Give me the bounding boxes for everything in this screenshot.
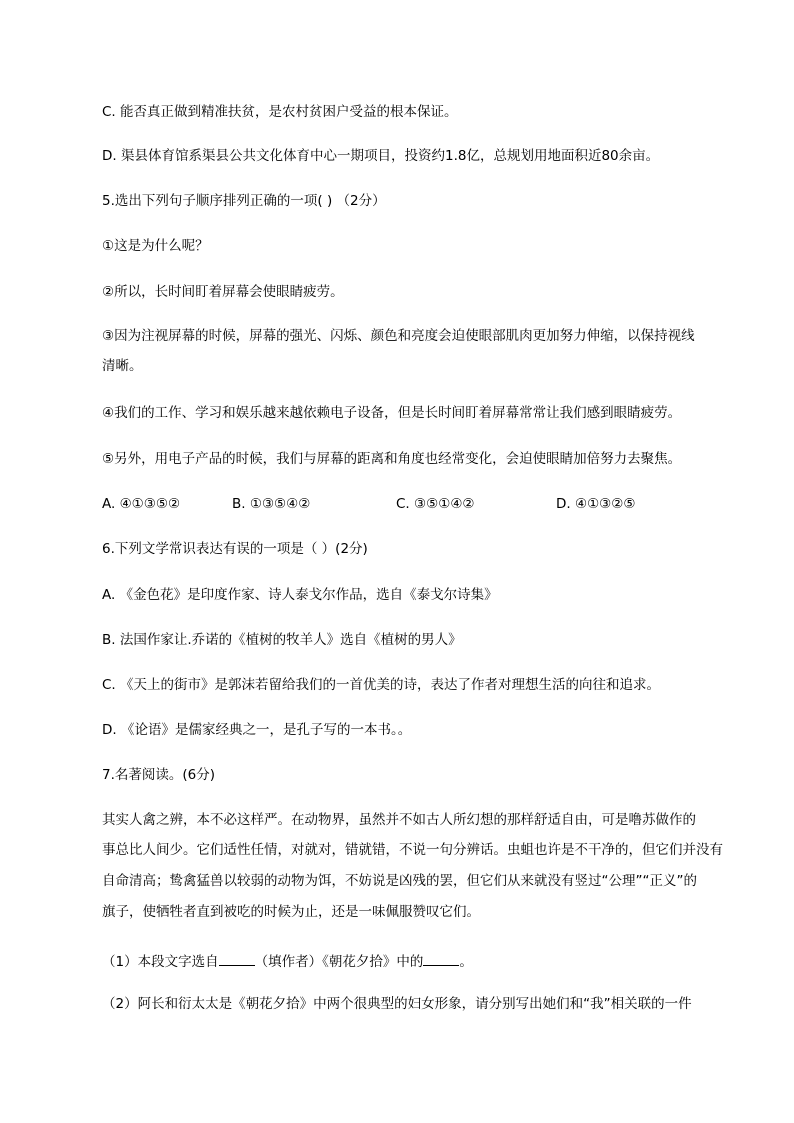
q5-title: 5.选出下列句子顺序排列正确的一项( ) （2分）: [102, 193, 386, 209]
sentence-1: ①这是为什么呢？: [102, 238, 209, 254]
q5-option-c: C. ③⑤①④②: [396, 496, 475, 512]
q7-sub-1-middle: （填作者）《朝花夕拾》中的: [254, 954, 424, 970]
q7-sub-1: [102, 953, 726, 970]
q6-option-d: D. 《论语》是儒家经典之一，是孔子写的一本书。。: [102, 722, 412, 738]
q7-title: 7.名著阅读。(6分): [102, 767, 216, 783]
sentence-3-line-1: ③因为注视屏幕的时候，屏幕的强光、闪烁、颜色和亮度会迫使眼部肌肉更加努力伸缩，以保持视线: [102, 328, 695, 344]
q7-sub-1-end: 。: [459, 954, 473, 970]
author-blank[interactable]: [219, 953, 255, 966]
sentence-3-line-2: 清晰。: [102, 358, 143, 374]
q6-option-a: A. 《金色花》是印度作家、诗人泰戈尔作品，选自《泰戈尔诗集》: [102, 587, 498, 603]
q5-option-d: D. ④①③②⑤: [556, 496, 636, 512]
sentence-5: ⑤另外，用电子产品的时候，我们与屏幕的距离和角度也经常变化，会迫使眼睛加倍努力去聚焦。: [102, 451, 682, 467]
q7-sub-1-prefix: （1）本段文字选自: [102, 954, 219, 970]
q4-option-d: D. 渠县体育馆系渠县公共文化体育中心一期项目，投资约1.8亿，总规划用地面积近80余亩。: [102, 148, 660, 164]
q5-option-a: A. ④①③⑤②: [102, 496, 181, 512]
q4-option-c: C. 能否真正做到精准扶贫，是农村贫困户受益的根本保证。: [102, 104, 458, 120]
sentence-4: ④我们的工作、学习和娱乐越来越依赖电子设备，但是长时间盯着屏幕常常让我们感到眼睛疲劳。: [102, 405, 682, 421]
q6-title: 6.下列文学常识表达有误的一项是（ ）(2分): [102, 541, 368, 557]
q6-option-c: C. 《天上的街市》是郭沫若留给我们的一首优美的诗，表达了作者对理想生活的向往和追求。: [102, 677, 661, 693]
q5-option-b: B. ①③⑤④②: [232, 496, 311, 512]
passage-line-1: 其实人禽之辨，本不必这样严。在动物界，虽然并不如古人所幻想的那样舒适自由，可是噜苏做作的: [102, 812, 696, 828]
passage-line-2: 事总比人间少。它们适性任情，对就对，错就错，不说一句分辨话。虫蛆也许是不干净的，但它们并没有: [102, 842, 723, 858]
title-blank[interactable]: [423, 953, 459, 966]
passage-line-4: 旗子，使牺牲者直到被吃的时候为止，还是一味佩服赞叹它们。: [102, 904, 480, 920]
q7-sub-2: （2）阿长和衍太太是《朝花夕拾》中两个很典型的妇女形象，请分别写出她们和“我”相关联的一件: [102, 996, 692, 1012]
sentence-2: ②所以，长时间盯着屏幕会使眼睛疲劳。: [102, 284, 344, 300]
passage-line-3: 自命清高；鸷禽猛兽以较弱的动物为饵，不妨说是凶残的罢，但它们从来就没有竖过“公理”“正义”的: [102, 873, 697, 889]
q6-option-b: B. 法国作家让.乔诺的《植树的牧羊人》选自《植树的男人》: [102, 632, 462, 648]
